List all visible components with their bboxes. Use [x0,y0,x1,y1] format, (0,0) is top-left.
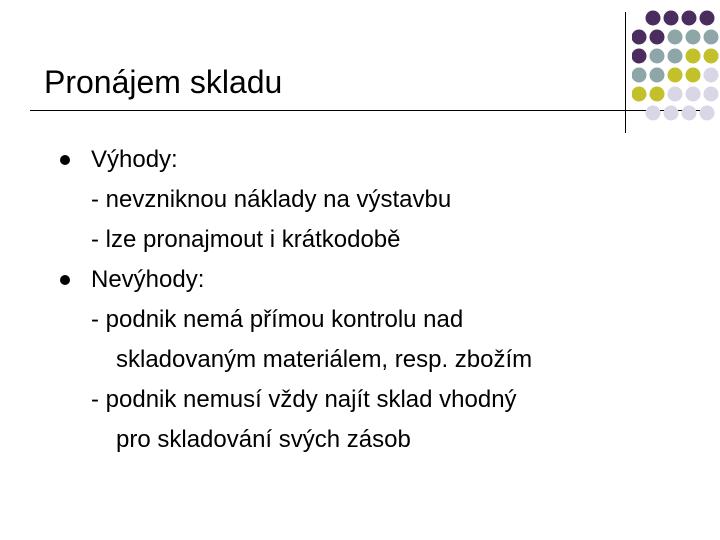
decorative-dot [704,68,719,83]
bullet-advantages [60,140,710,260]
decorative-dot [682,11,697,26]
decorative-dot [650,30,665,45]
bullet-heading-advantages: Výhody: [91,146,178,173]
decorative-dot [700,106,715,121]
decorative-dot [686,68,701,83]
decorative-dot [650,87,665,102]
title-divider-vertical [625,12,626,133]
decorative-dot [704,30,719,45]
decorative-dot [632,87,647,102]
decorative-dot [650,68,665,83]
bullet-icon [60,155,70,165]
decorative-dot [686,87,701,102]
decorative-dot [682,106,697,121]
decorative-dot [704,87,719,102]
bullet-icon [60,275,70,285]
decorative-dot [668,49,683,64]
decorative-dot-grid [632,8,720,128]
title-divider-horizontal [30,110,702,111]
decorative-dot [668,87,683,102]
bullet-line: - podnik nemá přímou kontrolu nad [91,306,464,333]
decorative-dot [650,49,665,64]
decorative-dot [704,49,719,64]
decorative-dot [664,11,679,26]
decorative-dot [668,68,683,83]
decorative-dot [646,11,661,26]
bullet-disadvantages [60,260,710,460]
decorative-dot [686,30,701,45]
bullet-line-continuation: skladovaným materiálem, resp. zbožím [116,346,533,373]
decorative-dot [632,49,647,64]
bullet-line: - podnik nemusí vždy najít sklad vhodný [91,386,517,413]
decorative-dot [668,30,683,45]
slide-title: Pronájem skladu [44,64,283,100]
slide-body [60,140,710,460]
decorative-dot [700,11,715,26]
decorative-dot [632,30,647,45]
bullet-line-continuation: pro skladování svých zásob [116,426,411,453]
bullet-line: - nevzniknou náklady na výstavbu [91,186,452,213]
bullet-heading-disadvantages: Nevýhody: [91,266,205,293]
decorative-dot [632,68,647,83]
decorative-dot [686,49,701,64]
bullet-line: - lze pronajmout i krátkodobě [91,226,401,253]
decorative-dot [646,106,661,121]
decorative-dot [664,106,679,121]
